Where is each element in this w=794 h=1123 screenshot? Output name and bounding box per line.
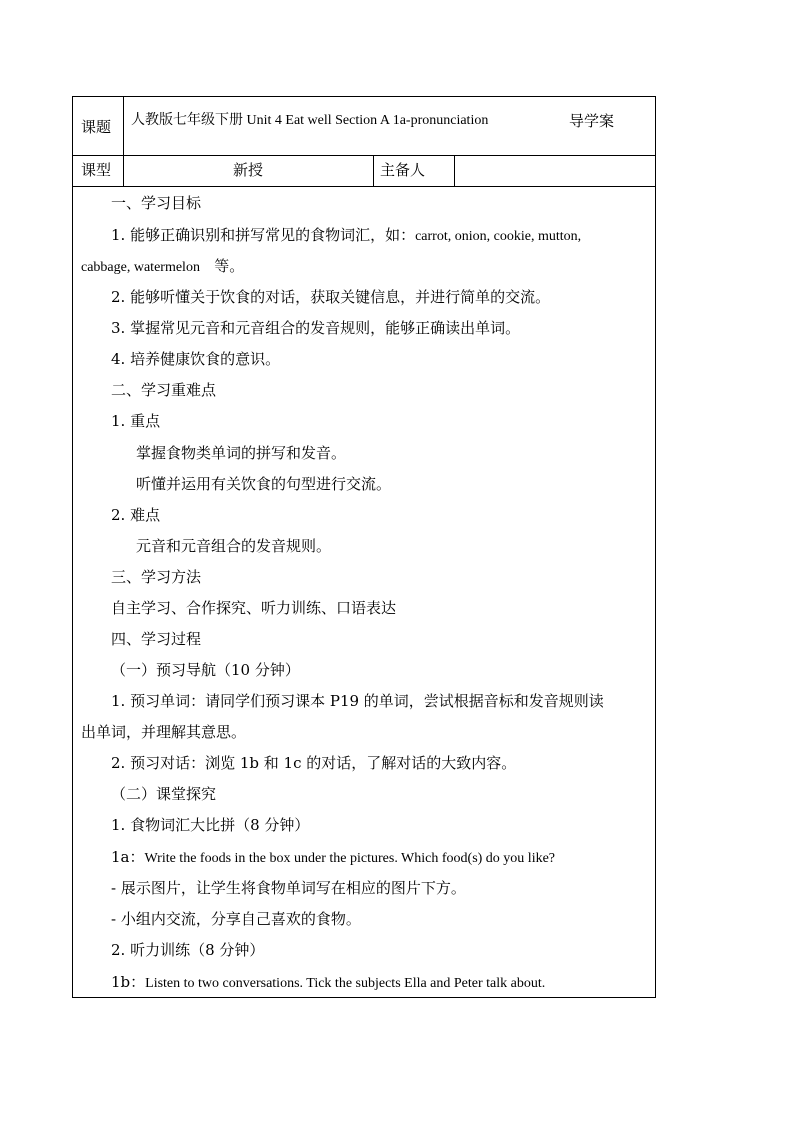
class-item-2a-label: 1b： — [111, 973, 146, 991]
preview-item-2: 2. 预习对话：浏览 1b 和 1c 的对话，了解对话的大致内容。 — [111, 754, 517, 772]
class-item-2a — [111, 973, 545, 993]
objective-4: 4. 培养健康饮食的意识。 — [111, 350, 281, 368]
class-item-1a-text: Write the foods in the box under the pictures. Which food(s) do you like? — [144, 851, 556, 866]
process-heading: 四、学习过程 — [111, 630, 202, 648]
title-text: 人教版七年级下册 Unit 4 Eat well Section A 1a-pronunciation — [131, 113, 489, 128]
class-heading: （二）课堂探究 — [111, 785, 217, 803]
class-item-1c: - 小组内交流，分享自己喜欢的食物。 — [111, 910, 361, 928]
objective-1-text: 1. 能够正确识别和拼写常见的食物词汇，如： — [111, 226, 416, 244]
class-item-2: 2. 听力训练（8 分钟） — [111, 941, 265, 959]
key-point-a: 掌握食物类单词的拼写和发音。 — [136, 444, 347, 462]
column-divider — [123, 97, 124, 155]
column-divider — [373, 155, 374, 186]
title-suffix: 导学案 — [569, 112, 615, 130]
preview-item-1: 1. 预习单词：请同学们预习课本 P19 的单词，尝试根据音标和发音规则读 — [111, 692, 604, 710]
column-divider — [454, 155, 455, 186]
objective-1 — [111, 226, 581, 246]
method-text: 自主学习、合作探究、听力训练、口语表达 — [111, 599, 397, 617]
key-heading: 二、学习重难点 — [111, 381, 217, 399]
objectives-heading: 一、学习目标 — [111, 194, 202, 212]
objective-3: 3. 掌握常见元音和元音组合的发音规则，能够正确读出单词。 — [111, 319, 521, 337]
objective-1-words-2: cabbage, watermelon — [81, 260, 200, 275]
key-point-title: 1. 重点 — [111, 412, 161, 430]
class-item-1a — [111, 848, 555, 868]
column-divider — [123, 155, 124, 186]
type-label: 课型 — [81, 161, 112, 179]
objective-1-words: carrot, onion, cookie, mutton, — [415, 229, 582, 244]
class-item-1a-label: 1a： — [111, 848, 145, 866]
class-item-1: 1. 食物词汇大比拼（8 分钟） — [111, 816, 310, 834]
preview-heading: （一）预习导航（10 分钟） — [111, 661, 300, 679]
title-value — [131, 112, 488, 130]
objective-2: 2. 能够听懂关于饮食的对话，获取关键信息，并进行简单的交流。 — [111, 288, 551, 306]
title-row — [73, 97, 655, 156]
difficulty-title: 2. 难点 — [111, 506, 161, 524]
lesson-plan-table — [72, 96, 656, 998]
class-item-2a-text: Listen to two conversations. Tick the subjects Ella and Peter talk about. — [145, 976, 546, 991]
type-value: 新授 — [233, 161, 264, 179]
preview-item-1-cont: 出单词，并理解其意思。 — [81, 723, 247, 741]
method-heading: 三、学习方法 — [111, 568, 202, 586]
type-row — [73, 155, 655, 187]
difficulty-a: 元音和元音组合的发音规则。 — [136, 537, 332, 555]
class-item-1b: - 展示图片，让学生将食物单词写在相应的图片下方。 — [111, 879, 466, 897]
key-point-b: 听懂并运用有关饮食的句型进行交流。 — [136, 475, 392, 493]
objective-1-end: 等。 — [214, 257, 245, 275]
preparer-label: 主备人 — [380, 161, 426, 179]
objective-1-cont — [81, 257, 244, 277]
title-label: 课题 — [81, 118, 112, 136]
